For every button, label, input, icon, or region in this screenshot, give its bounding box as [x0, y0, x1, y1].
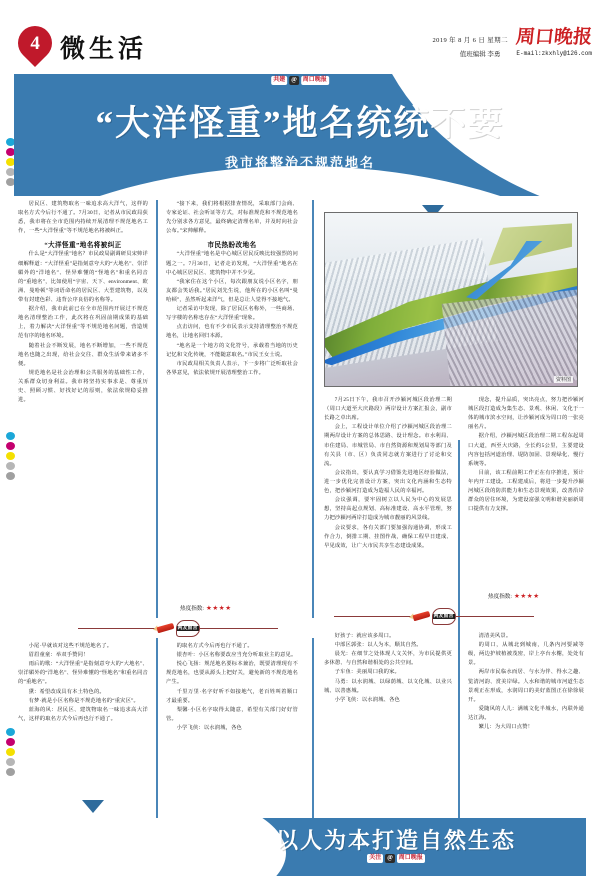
comment-badge-label: 网友留言	[433, 613, 454, 619]
paragraph: 会上，工程设计单位介绍了沙颍河城区段治理二期两岸设计方案的总体思路、设计理念。市水利局、市住建局、市城管局、市自然资源和规划局等部门及有关县（市、区）负责同志就方案进行了讨论和交流。	[324, 424, 452, 467]
paragraph: 据介绍，我市此前已在全市范围内开展过不规范地名清理整治工作，此次将在巩固前期成果的基础上，着力解决“大洋怪重”等不规范地名问题，营造规范有序的地名环境。	[18, 306, 148, 340]
photo-city-right	[442, 289, 578, 387]
comment-item: 的周口，从城北到城南，几条内河要减等级，两边护坡植被茂密，岸上亭台水榭，处处有景。	[468, 642, 584, 667]
heat-index-stars: ★★★★	[513, 593, 540, 600]
heat-index-label: 热度指数:	[180, 606, 204, 612]
paragraph: “大洋怪重”地名是中心城区居民反映比较强烈的问题之一。7月30日，记者走访发现，“大洋怪重”地名在中心城区居民区、建筑物中并不少见。	[166, 251, 298, 276]
reg-dot-gray-2	[6, 472, 15, 480]
comments-column-3	[324, 632, 452, 705]
article-column-1	[18, 200, 148, 405]
paragraph: 市民政局相关负责人表示，下一步将广泛听取社会各界意见，依法依规开展清理整治工作。	[166, 360, 298, 376]
headline-banner	[14, 74, 586, 196]
reg-dot-gray-2	[6, 768, 15, 776]
page-number-pin-icon	[11, 19, 59, 67]
column-divider-4	[312, 638, 314, 818]
paragraph: 会议指出，要认真学习借鉴先进地区经验做法，进一步优化完善设计方案，突出文化内涵和生态特色，把沙颍河打造成为造福人民的幸福河。	[324, 469, 452, 495]
comment-divider-left	[78, 620, 278, 637]
comment-item: 有梦·就是小区名称是不规范地名的“重灾区”。	[28, 697, 140, 704]
headline: “大洋怪重”地名统统不要	[95, 104, 505, 143]
paragraph: 规范地名是社会治理和公共服务的基础性工作，关系群众切身利益。我市将坚持实事求是、尊重历史、照顾习惯、好找好记的原则，依法依规稳妥推进。	[18, 369, 148, 404]
badge-at-icon: @	[387, 855, 393, 861]
paragraph: “地名是一个地方的文化符号，承载着当地的历史记忆和文化传统，不能随意取名。”市民王女士说。	[166, 342, 298, 358]
divider-line	[200, 628, 279, 629]
column-subheading: 市民热盼改地名	[207, 242, 257, 250]
comment-item: 清清美风景。	[478, 633, 512, 639]
paragraph: 目前，该工程前期工作正在有序推进，预计年内开工建设。工程建成后，将进一步提升沙颍河城区段的防洪能力和生态景观效果，改善沿岸群众的居住环境，为建设富强文明和谐美丽新周口提供有力支撑。	[468, 469, 584, 513]
paragraph: 什么是“大洋怪重”地名？市民政局副调研员宋帅详细解释道：“大洋怪重”是指刻意夸大的“大地名”、崇洋媚外的“洋地名”、怪异难懂的“怪地名”和重名同音的“重地名”，比如使用“宇宙、天下、environment、欧洲、曼哈顿”等词语命名的居民区、大型建筑物，以及带有封建色彩、违背公序良俗的名称等。	[18, 251, 148, 303]
photo-credit: 资料图	[555, 378, 571, 383]
article-column-4	[468, 396, 584, 514]
column-divider-3	[156, 638, 158, 818]
reg-dot-gray-1	[6, 758, 15, 766]
column-divider-1	[156, 200, 158, 618]
comments-column-2	[166, 642, 298, 733]
comments-column-4	[468, 632, 584, 732]
publication-date: 2019 年 8 月 6 日 星期二	[432, 37, 508, 44]
bottom-banner-badge	[206, 854, 586, 863]
paragraph: “我家住在这个小区，每次跟朋友说小区名字，朋友都会笑话我。”居民刘先生说，他所在的小区名叫“曼哈顿”，虽然听起来洋气，但是总让人觉得不接地气。	[166, 278, 298, 303]
reg-dot-gray-1	[6, 462, 15, 470]
comment-item: 马勇：以水润城、以绿荫城、以文化城、以业兴城、以善惠城。	[324, 678, 452, 694]
pencil-body	[156, 622, 174, 632]
comment-item: 晨光：在细节之处体现人文关怀，为市民提供更多休憩、与自然和谐相处的公共空间。	[324, 651, 452, 667]
badge-right-text: 周口晚报	[302, 77, 327, 83]
badge-left-text: 共建	[273, 77, 286, 83]
contact-email: E-mail:zkxhly@126.com	[516, 50, 592, 57]
badge-right-text: 周口晚报	[398, 855, 423, 861]
registration-marks-middle	[6, 432, 15, 482]
bottom-banner	[206, 818, 586, 876]
heat-index-left	[180, 604, 232, 612]
comment-item: 悦心飞扬：规范地名要标本兼治，既要清理现有不规范地名，也要从源头上把好关，避免新的不规范地名产生。	[166, 661, 298, 686]
comment-item: 小学飞侠：以水润城，各色	[176, 724, 242, 731]
paragraph: 随着社会不断发展，地名不断增加，一些不规范地名也随之出现，给社会交往、群众生活带来诸多不便。	[18, 342, 148, 367]
reg-dot-magenta	[6, 442, 15, 450]
comment-bubble-icon	[432, 608, 456, 625]
column-divider-5	[458, 440, 460, 818]
comment-item: 两岸市民临水而居、与水为伴、得水之趣、览清河韵、赏美岸绿。人水和谐的城市河道生态景观正在形成，水润周口的美好蓝图正在徐徐展开。	[468, 669, 584, 703]
article-body-area	[18, 200, 584, 818]
reg-dot-yellow	[6, 452, 15, 460]
comment-item: 繁儿：为大周口点赞！	[478, 724, 534, 731]
reg-dot-yellow	[6, 748, 15, 756]
subheadline: 我市将整治不规范地名	[224, 155, 375, 170]
comment-item: 小尾·早就该对这些不规范地名了。	[28, 643, 113, 649]
paragraph: 记者采访中发现，除了居民区名称外，一些商场、写字楼的名称也存在“大洋怪重”现象。	[166, 306, 298, 322]
comment-item: 爱随风的人儿：满城文化半城水，内联外通达江海。	[468, 705, 584, 721]
comment-bubble-icon	[176, 620, 200, 637]
paragraph: “接下来，我们将根据排查情况，采取部门会商、专家论证、社会听证等方式，对标准规范和不规范地名先分别求各方意见，最终确定清理名单，并及时向社会公布。”宋帅解释。	[166, 201, 298, 235]
badge-at-icon: @	[291, 77, 297, 83]
duty-editor: 值班编辑 李勇	[459, 51, 501, 58]
paragraph: 现念，提升品质，突出亮点，努力把沙颍河城区段打造成为集生态、景观、休闲、文化于一体的城市滨水空间，让沙颍河成为周口的一张亮丽名片。	[468, 397, 584, 431]
bottom-banner-title: 以人为本打造自然生态	[275, 828, 516, 853]
divider-line	[334, 616, 413, 617]
heat-index-stars: ★★★★	[205, 605, 232, 612]
article-column-2	[166, 200, 298, 378]
comment-item: 子车鱼：美丽周口我的家。	[334, 669, 400, 676]
paragraph: 居民区、建筑物取名一味追求高大洋气，这样的取名方式今后行不通了。7月30日，记者从市民政局获悉，我市将在全市范围内持续开展清理不规范地名工作，一些“大洋怪重”等不规范地名将被纠正。	[18, 201, 148, 235]
paragraph: 点击访问，也有不少市民表示支持清理整治不规范地名，让地名回归本源。	[166, 324, 298, 340]
heat-index-label: 热度指数:	[488, 594, 512, 600]
divider-line	[456, 616, 535, 617]
comment-item: 中部区郭张：以人为本，顺其自然。	[334, 642, 422, 649]
article-column-3	[324, 396, 452, 551]
heat-index-right	[488, 592, 540, 600]
comment-item: 好孩子：就应该多周口。	[334, 633, 395, 639]
comment-item: 眉眉童童：举双手赞同！	[28, 652, 89, 659]
comment-item: 银杏叶：小区名称要改应当充分听取业主的意见。	[176, 652, 297, 659]
comment-item: 黛：希望改成具有本土特色的。	[28, 688, 105, 695]
pencil-body	[412, 610, 430, 620]
column-subheading: “大洋怪重”地名将被纠正	[44, 242, 122, 250]
reg-dot-magenta	[6, 738, 15, 746]
triangle-marker-bottom	[82, 800, 104, 813]
paragraph: 据介绍，沙颍河城区段治理二期工程东起周口大道，西至大庆路，全长约5公里，主要建设内容包括河道治理、堤防加固、景观绿化、慢行系统等。	[468, 433, 584, 467]
comment-item: 小学飞侠：以水润城、各色	[334, 696, 400, 703]
column-divider-2	[312, 200, 314, 618]
section-title: 微生活	[60, 36, 148, 63]
comment-item: 千里万里·名字好听不如接地气，老百姓叫着顺口才最重要。	[166, 688, 298, 704]
registration-marks-bottom	[6, 728, 15, 778]
comment-item: 蓝海的风：居民区、建筑物取名一味追求高大洋气，这样的取名方式今后再也行不通了。	[18, 706, 148, 722]
comment-item: 的取名方式今后再也行不通了。	[176, 643, 253, 649]
reg-dot-cyan	[6, 728, 15, 736]
comment-item: 雨后的歌：“大洋怪重”是指刻意夸大的“大地名”、崇洋媚外的“洋地名”、怪异难懂的“怪地名”和重名同音的“重地名”。	[18, 661, 148, 686]
comment-item: 梨馨·小区名字取得太随意，希望有关部门好好管管。	[166, 706, 298, 722]
page-number: 4	[30, 32, 40, 54]
masthead-right	[433, 28, 592, 58]
paragraph: 7月25日下午，我市召开沙颍河城区段治理二期（周口大道至大庆路段）两岸设计方案汇报会，副市长路之卓出席。	[324, 397, 452, 422]
masthead	[0, 0, 600, 78]
paragraph: 会议强调，要牢固树立以人民为中心的发展思想，坚持高起点规划、高标准建设、高水平管理，努力把沙颍河两岸打造成为城市靓丽的风景线。	[324, 497, 452, 522]
paragraph: 会议要求，各有关部门要加强沟通协调，形成工作合力，倒排工期、挂图作战，确保工程早日建成、早见成效，让广大市民共享生态建设成果。	[324, 524, 452, 549]
banner-source-badge	[271, 76, 329, 85]
comments-column-1	[18, 642, 148, 724]
comment-divider-right	[334, 608, 534, 625]
reg-dot-cyan	[6, 432, 15, 440]
badge-left-text: 关注	[369, 855, 382, 861]
divider-line	[78, 628, 157, 629]
article-photo	[324, 212, 578, 387]
comment-badge-label: 网友留言	[177, 625, 198, 631]
paper-logo: 周口晚报	[514, 27, 594, 48]
